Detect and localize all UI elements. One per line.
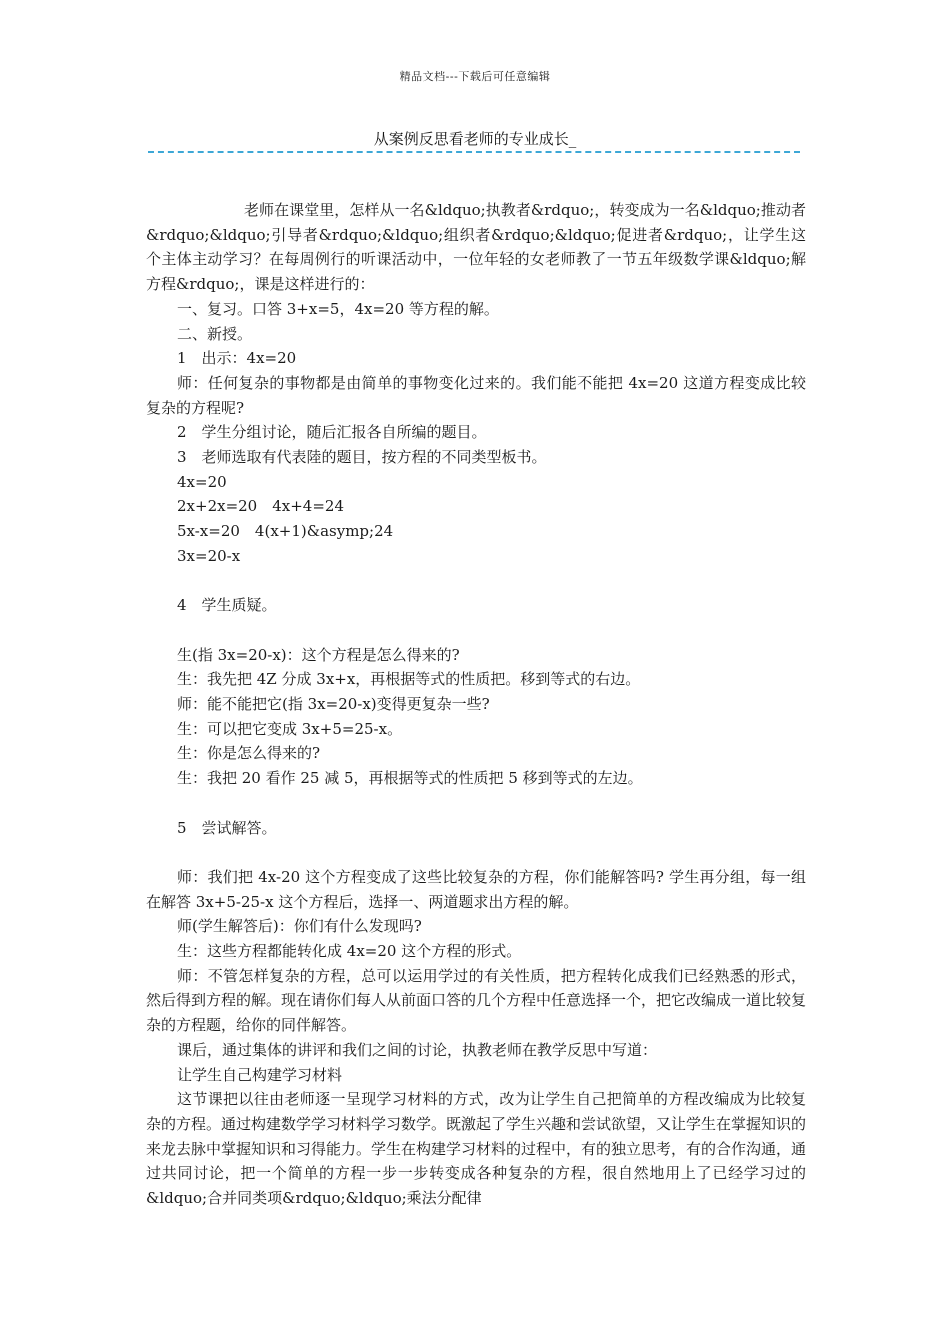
page-header: 精品文档---下载后可任意编辑 [399,70,551,83]
paragraph-reflection-intro: 课后，通过集体的讲评和我们之间的讨论，执教老师在教学反思中写道： [177,1040,658,1059]
blank-line [146,569,806,594]
paragraph-step-2: 2 学生分组讨论，随后汇报各自所编的题目。 [177,423,487,442]
blank-line [146,840,806,865]
document-body [146,198,806,1211]
dialogue-line: 师：能不能把它(指 3x=20-x)变得更复杂一些? [177,695,490,714]
dialogue-line: 师：我们把 4x-20 这个方程变成了这些比较复杂的方程，你们能解答吗? 学生再分组，每一组在解答 3x+5-25-x 这个方程后，选择一、两道题求出方程的解。 [146,867,806,911]
dialogue-line: 生：这些方程都能转化成 4x=20 这个方程的形式。 [177,942,522,961]
dialogue-line: 生：可以把它变成 3x+5=25-x。 [177,719,403,738]
paragraph-review: 一、复习。口答 3+x=5，4x=20 等方程的解。 [177,299,499,318]
title-divider [148,151,800,153]
dialogue-line: 师：不管怎样复杂的方程，总可以运用学过的有关性质，把方程转化成我们已经熟悉的形式，然后得到方程的解。现在请你们每人从前面口答的几个方程中任意选择一个，把它改编成一道比较复杂的方程题，给你的同伴解答。 [146,966,807,1035]
dialogue-line: 生：你是怎么得来的? [177,744,321,763]
dialogue-line: 生：我先把 4Z 分成 3x+x，再根据等式的性质把。移到等式的右边。 [177,670,641,689]
dialogue-line: 师(学生解答后)：你们有什么发现吗? [177,917,422,936]
paragraph-step-5: 5 尝试解答。 [177,818,277,837]
document-title: 从案例反思看老师的专业成长_ [373,130,577,148]
equation-line: 3x=20-x [177,546,241,565]
paragraph-reflection: 这节课把以往由老师逐一呈现学习材料的方式，改为让学生自己把简单的方程改编成为比较复杂的方程。通过构建数学学习材料学习数学。既激起了学生兴趣和尝试欲望，又让学生在掌握知识的来龙去脉中掌握知识和习得能力。学生在构建学习材料的过程中，有的独立思考，有的合作沟通，通过共同讨论，把一个简单的方程一步一步转变成各种复杂的方程，很自然地用上了已经学习过的&ldquo;合并同类项&rdquo;&ldquo;乘法分配律 [146,1090,807,1208]
blank-line [146,618,806,643]
equation-line: 4x=20 [177,472,227,491]
paragraph-step-4: 4 学生质疑。 [177,596,277,615]
equation-line: 5x-x=20 4(x+1)&asymp;24 [177,522,394,541]
paragraph-teacher-question: 师：任何复杂的事物都是由简单的事物变化过来的。我们能不能把 4x=20 这道方程变成比较复杂的方程呢? [146,373,806,417]
paragraph-step-3: 3 老师选取有代表陸的题目，按方程的不同类型板书。 [177,448,547,467]
dialogue-line: 生(指 3x=20-x)：这个方程是怎么得来的? [177,645,460,664]
section-heading: 让学生自己构建学习材料 [177,1065,343,1084]
paragraph-step-1: 1 出示：4x=20 [177,349,297,368]
dialogue-line: 生：我把 20 看作 25 减 5，再根据等式的性质把 5 移到等式的左边。 [177,769,643,788]
paragraph-new-lesson: 二、新授。 [177,324,253,343]
paragraph-intro: 老师在课堂里，怎样从一名&ldquo;执教者&rdquo;，转变成为一名&ldquo;推动者&rdquo;&ldquo;引导者&rdquo;&ldquo;组织者&rdquo;&ldquo;促进者&rdquo;，让学生这个主体主动学习？在每周例行的听课活动中，一位年轻的女老师教了一节五年级数学课&ldquo;解方程&rdquo;，课是这样进行的： [146,201,806,294]
blank-line [146,791,806,816]
equation-line: 2x+2x=20 4x+4=24 [177,497,344,516]
